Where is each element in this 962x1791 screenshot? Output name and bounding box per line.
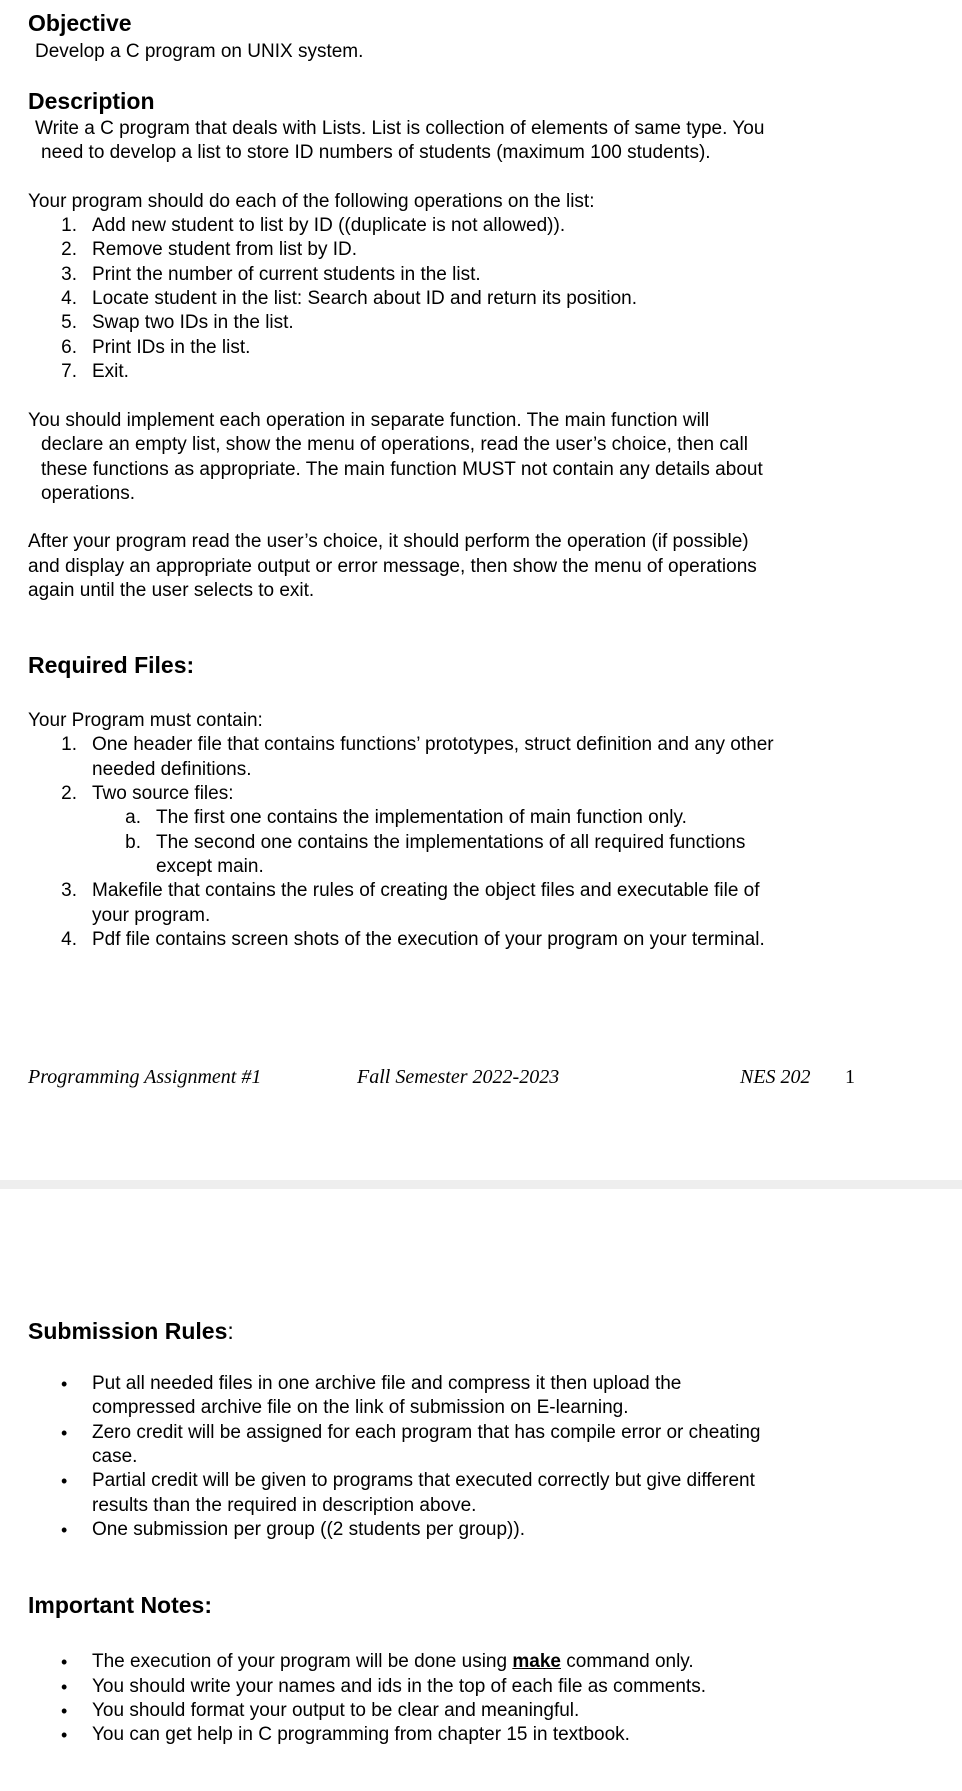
impl-line-3: these functions as appropriate. The main function MUST not contain any details about — [41, 459, 763, 480]
footer-page-number: 1 — [845, 1066, 855, 1088]
page-2: Submission Rules: • Put all needed files in one archive file and compress it then upload the compressed archive file on the link of submission on E-learning. • Zero credit will be assigned for each program that has compile error or cheating case. • Partial credit will be given to programs that executed correctly but give different results than the required in description above. • One submission per group ((2 students per group)). Important Notes: • The execution of your program will be done using make command only. • You should write your names and ids in the top of each file as comments. • You should format your output to be clear and meaningful. • You can get help in C programming from chapter 15 in textbook. — [0, 1189, 962, 1791]
description-line-2: need to develop a list to store ID numbers of students (maximum 100 students). — [41, 142, 711, 163]
footer-assignment: Programming Assignment #1 — [28, 1066, 262, 1088]
bullet-icon: • — [61, 1423, 68, 1443]
impl-line-1: You should implement each operation in separate function. The main function will — [28, 410, 710, 431]
bullet-icon: • — [61, 1520, 68, 1540]
sub-list-item-continuation: except main. — [156, 856, 264, 877]
list-item-continuation: your program. — [92, 905, 211, 926]
impl-line-4: operations. — [41, 483, 136, 504]
required-files-intro: Your Program must contain: — [28, 710, 263, 731]
after-line-3: again until the user selects to exit. — [28, 580, 315, 601]
bullet-icon: • — [61, 1677, 68, 1697]
objective-text: Develop a C program on UNIX system. — [35, 41, 364, 62]
bullet-icon: • — [61, 1471, 68, 1491]
important-notes-heading: Important Notes: — [28, 1592, 212, 1618]
page-separator — [0, 1180, 962, 1189]
impl-line-2: declare an empty list, show the menu of operations, read the user’s choice, then call — [41, 434, 748, 455]
after-line-2: and display an appropriate output or error message, then show the menu of operations — [28, 556, 757, 577]
required-files-heading: Required Files: — [28, 652, 195, 678]
footer-semester: Fall Semester 2022-2023 — [357, 1066, 560, 1088]
list-item-continuation: results than the required in description above. — [92, 1495, 477, 1516]
bullet-icon: • — [61, 1701, 68, 1721]
list-item-continuation: case. — [92, 1446, 138, 1467]
description-heading: Description — [28, 88, 155, 114]
bullet-icon: • — [61, 1374, 68, 1394]
submission-heading: Submission Rules: — [28, 1318, 234, 1344]
page-1: Objective Develop a C program on UNIX system. Description Write a C program that deals with Lists. List is collection of elements of same type. You need to develop a list to store ID numbers of students (maximum 100 students). Your program should do each of the following operations on the list: 1. Add new student to list by ID ((duplicate is not allowed)). 2. Remove student from list by ID. 3. Print the number of current students in the list. 4. Locate student in the list: Search about ID and return its position. 5. Swap two IDs in the list. 6. Print IDs in the list. 7. Exit. You should implement each operation in separate function. The main function will declare an empty list, show the menu of operations, read the user’s choice, then call these functions as appropriate. The main function MUST not contain any details about operations. After your program read the user’s choice, it should perform the operation (if possible) and display an appropriate output or error message, then show the menu of operations again until the user selects to exit. Required Files: Your Program must contain: 1. One header file that contains functions’ prototypes, struct definition and any other needed definitions. 2. Two source files: a. The first one contains the implementation of main function only. b. The second one contains the implementations of all required functions except main. 3. Makefile that contains the rules of creating the object files and executable file of your program. 4. Pdf file contains screen shots of the execution of your program on your terminal. Programming Assignment #1 Fall Semester 2022-2023 NES 202 1 — [0, 0, 962, 1180]
footer-course: NES 202 — [740, 1066, 811, 1088]
description-line-1: Write a C program that deals with Lists. List is collection of elements of same type. You — [35, 118, 765, 139]
bullet-icon: • — [61, 1652, 68, 1672]
list-item-continuation: needed definitions. — [92, 759, 252, 780]
operations-intro: Your program should do each of the following operations on the list: — [28, 191, 595, 212]
list-item-continuation: compressed archive file on the link of submission on E-learning. — [92, 1397, 629, 1418]
bullet-icon: • — [61, 1725, 68, 1745]
objective-heading: Objective — [28, 10, 132, 36]
make-command: make — [512, 1651, 561, 1672]
after-line-1: After your program read the user’s choice, it should perform the operation (if possible) — [28, 531, 749, 552]
